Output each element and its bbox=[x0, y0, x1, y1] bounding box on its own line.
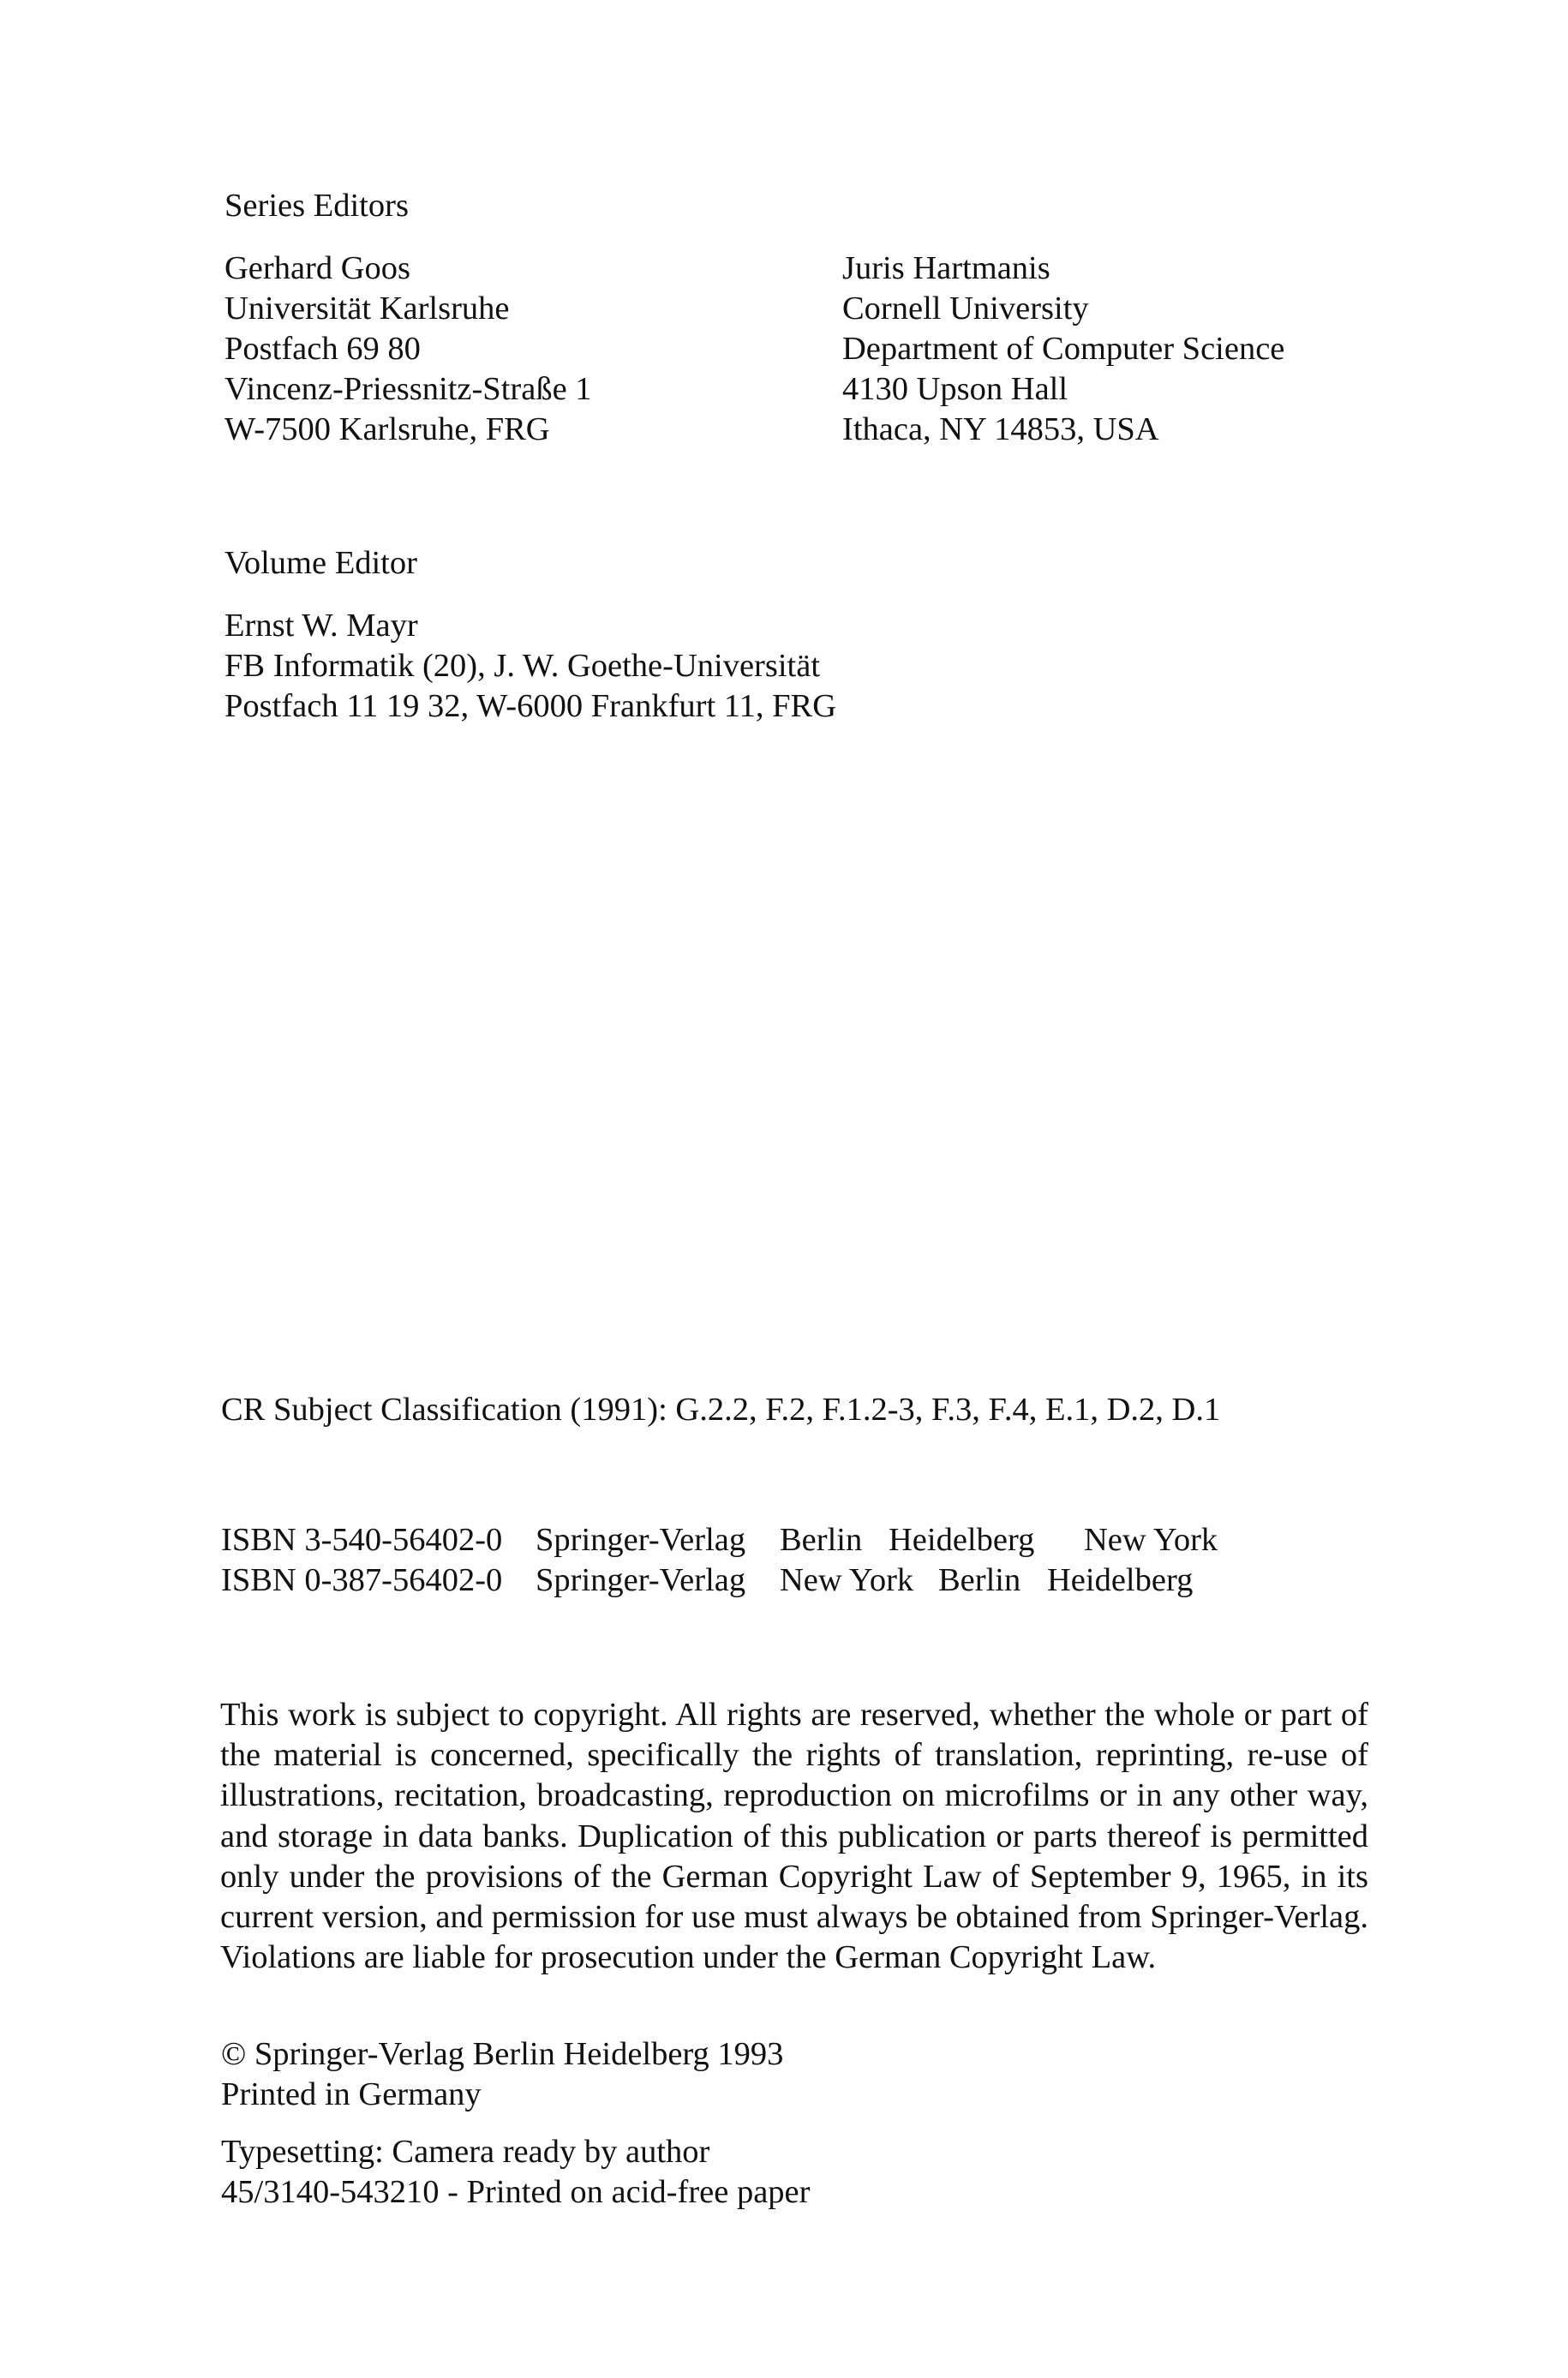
cr-subject-classification: CR Subject Classification (1991): G.2.2, F.2, F.1.2-3, F.3, F.4, E.1, D.2, D.1 bbox=[221, 1392, 1221, 1428]
isbn-city: Berlin bbox=[780, 1522, 863, 1558]
isbn-publisher: Springer-Verlag bbox=[536, 1562, 746, 1598]
isbn-city: Berlin bbox=[938, 1562, 1021, 1598]
typesetting-line: Typesetting: Camera ready by author bbox=[221, 2134, 710, 2170]
editor-address-line: Vincenz-Priessnitz-Straße 1 bbox=[224, 371, 592, 407]
volume-editor-affiliation: FB Informatik (20), J. W. Goethe-Universität bbox=[224, 648, 821, 684]
copyright-line: © Springer-Verlag Berlin Heidelberg 1993 bbox=[221, 2036, 784, 2072]
isbn-number: ISBN 0-387-56402-0 bbox=[221, 1562, 503, 1598]
volume-editor-block bbox=[224, 606, 836, 727]
isbn-publisher: Springer-Verlag bbox=[536, 1522, 746, 1558]
isbn-number: ISBN 3-540-56402-0 bbox=[221, 1522, 503, 1558]
copyright-notice: This work is subject to copyright. All rights are reserved, whether the whole or part of the material is concerned, specifically the rights of translation, reprinting, re-use of illustrations, recitation, broadcasting, reproduction on microfilms or in any other way, and storage in data banks. Duplication of this publication or parts thereof is permitted only under the provisions of the German Copyright Law of September 9, 1965, in its current version, and permission for use must always be obtained from Springer-Verlag. Violations are liable for prosecution under the German Copyright Law. bbox=[220, 1697, 1368, 1976]
editor-address-line: W-7500 Karlsruhe, FRG bbox=[224, 411, 550, 447]
series-editor-right bbox=[842, 249, 1284, 450]
isbn-city: New York bbox=[780, 1562, 914, 1598]
editor-department: Department of Computer Science bbox=[842, 331, 1285, 367]
editor-affiliation: Universität Karlsruhe bbox=[224, 291, 510, 326]
editor-name: Gerhard Goos bbox=[224, 250, 411, 286]
isbn-line bbox=[221, 1560, 1193, 1601]
series-editors-heading: Series Editors bbox=[224, 188, 409, 224]
series-editor-left bbox=[224, 249, 592, 450]
volume-editor-heading: Volume Editor bbox=[224, 545, 417, 581]
isbn-city: Heidelberg bbox=[889, 1522, 1035, 1558]
editor-address-line: Postfach 69 80 bbox=[224, 331, 421, 367]
typesetting-block bbox=[221, 2132, 810, 2213]
volume-editor-address: Postfach 11 19 32, W-6000 Frankfurt 11, FRG bbox=[224, 688, 836, 724]
paper-line: 45/3140-543210 - Printed on acid-free paper bbox=[221, 2174, 811, 2210]
isbn-line bbox=[221, 1520, 1218, 1560]
printed-in: Printed in Germany bbox=[221, 2076, 482, 2112]
editor-name: Juris Hartmanis bbox=[842, 250, 1050, 286]
isbn-city: Heidelberg bbox=[1047, 1562, 1194, 1598]
isbn-city: New York bbox=[1084, 1522, 1218, 1558]
copyright-block bbox=[221, 2034, 783, 2115]
volume-editor-name: Ernst W. Mayr bbox=[224, 608, 418, 644]
editor-address-line: 4130 Upson Hall bbox=[842, 371, 1068, 407]
editor-address-line: Ithaca, NY 14853, USA bbox=[842, 411, 1159, 447]
editor-affiliation: Cornell University bbox=[842, 291, 1089, 326]
